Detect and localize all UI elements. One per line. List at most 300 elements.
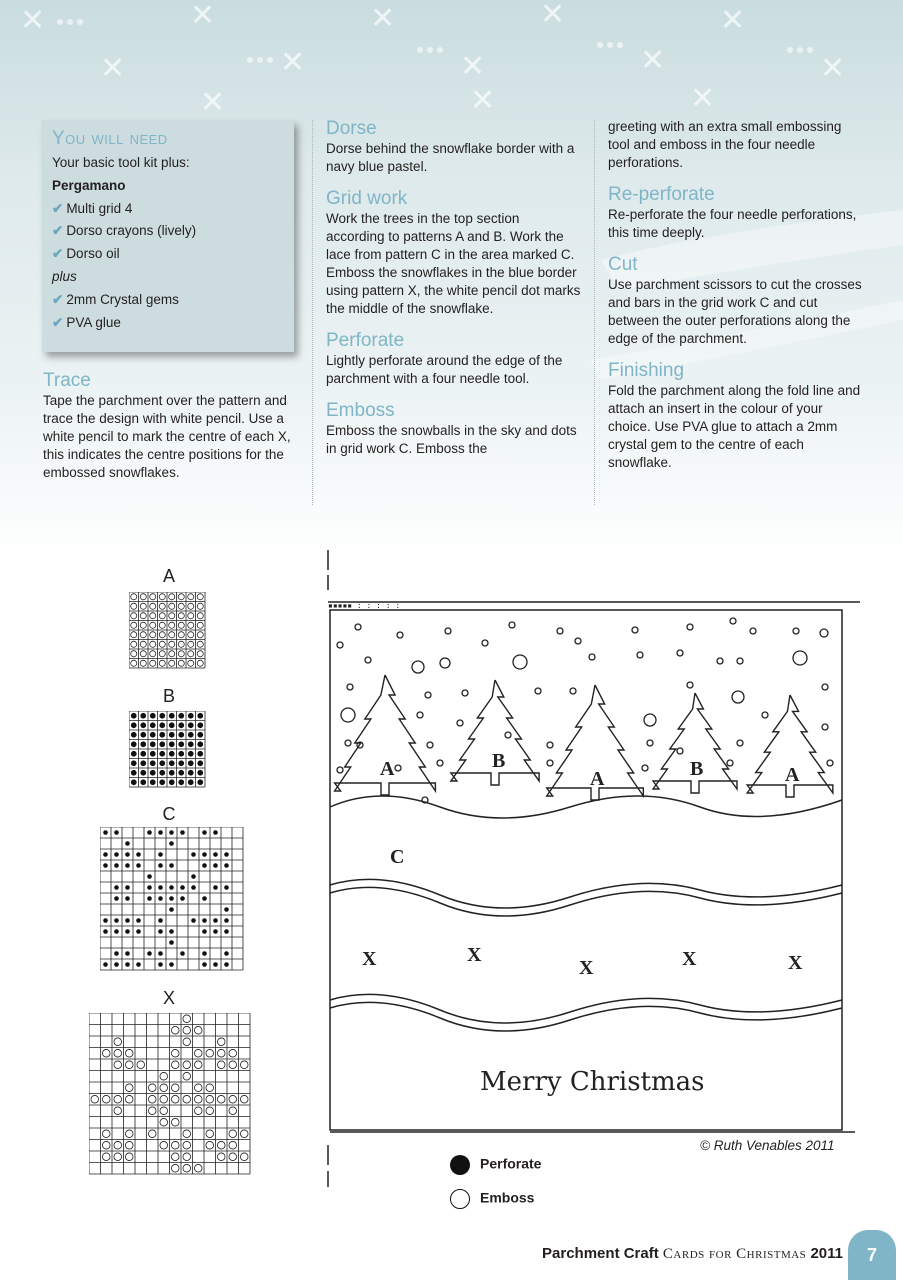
checkmark-icon: ✔ xyxy=(52,200,64,216)
emboss-dot xyxy=(169,641,175,647)
brand-name: Pergamano xyxy=(52,177,126,193)
emboss-dot xyxy=(159,632,165,638)
emboss-dot xyxy=(229,1153,237,1161)
emboss-dot xyxy=(125,1095,133,1103)
perforate-dot xyxy=(188,722,194,728)
emboss-dot xyxy=(169,632,175,638)
list-item: ✔ Multi grid 4 xyxy=(52,200,133,216)
perforate-dot xyxy=(125,852,130,857)
dorse-body: Dorse behind the snowflake border with a navy blue pastel. xyxy=(326,141,575,174)
emboss-dot xyxy=(194,1084,202,1092)
emboss-dot xyxy=(178,632,184,638)
emboss-dot xyxy=(114,1049,122,1057)
cut-heading: Cut xyxy=(608,254,638,275)
perforate-dot xyxy=(147,885,152,890)
perforate-dot xyxy=(197,751,203,757)
trace-body: Tape the parchment over the pattern and trace the design with white pencil. Use a white pencil to mark the centre of each X, this indicates the centre positions for the embossed snowflakes. xyxy=(43,393,291,480)
emboss-dot xyxy=(150,622,156,628)
emboss-dot xyxy=(188,594,194,600)
emboss-dot xyxy=(188,603,194,609)
perforate-dot xyxy=(150,713,156,719)
perforate-dot xyxy=(188,760,194,766)
perforate-dot xyxy=(169,885,174,890)
tree-label: A xyxy=(380,758,395,780)
emboss-dot xyxy=(140,622,146,628)
emboss-dot xyxy=(197,632,203,638)
perforate-dot xyxy=(178,751,184,757)
emboss-dot xyxy=(217,1038,225,1046)
perforate-dot xyxy=(150,741,156,747)
perforate-dot xyxy=(125,962,130,967)
emboss-dot xyxy=(169,603,175,609)
emboss-dot xyxy=(183,1026,191,1034)
perforate-dot xyxy=(169,722,175,728)
emboss-dot xyxy=(240,1153,248,1161)
emboss-continued: greeting with an extra small embossing tool and emboss in the four needle perforations. xyxy=(608,119,842,170)
perforate-dot xyxy=(169,760,175,766)
emboss-dot xyxy=(171,1049,179,1057)
perforate-dot xyxy=(131,741,137,747)
emboss-dot xyxy=(102,1153,110,1161)
perforate-dot xyxy=(180,885,185,890)
emboss-dot xyxy=(140,613,146,619)
emboss-dot xyxy=(197,613,203,619)
emboss-dot xyxy=(160,1084,168,1092)
emboss-dot xyxy=(131,632,137,638)
perforate-dot xyxy=(150,770,156,776)
footer xyxy=(542,1245,843,1263)
perforate-dot xyxy=(158,863,163,868)
filled-circle-icon xyxy=(450,1155,470,1175)
emboss-dot xyxy=(229,1107,237,1115)
emboss-dot xyxy=(140,632,146,638)
svg-text:✕: ✕ xyxy=(370,1,396,36)
svg-text:✕: ✕ xyxy=(100,51,126,86)
grid-work-heading: Grid work xyxy=(326,188,408,209)
emboss-dot xyxy=(178,660,184,666)
perforate-dot xyxy=(224,929,229,934)
perforate-dot xyxy=(202,896,207,901)
emboss-dot xyxy=(169,594,175,600)
grid-work-body: Work the trees in the top section according to patterns A and B. Work the lace from pattern C in the area marked C. Emboss the snowflakes in the blue border using pattern X, the white pencil dot marks the middle of the snowflake. xyxy=(326,211,581,316)
emboss-dot xyxy=(197,622,203,628)
column-divider xyxy=(594,120,595,505)
emboss-dot xyxy=(217,1153,225,1161)
open-circle-icon xyxy=(450,1189,470,1209)
emboss-dot xyxy=(229,1049,237,1057)
finishing-body: Fold the parchment along the fold line and attach an insert in the colour of your choice. Use PVA glue to attach a 2mm crystal gem to the centre of each snowflake. xyxy=(608,383,861,470)
emboss-dot xyxy=(148,1130,156,1138)
emboss-dot xyxy=(171,1153,179,1161)
emboss-dot xyxy=(194,1107,202,1115)
perforate-dot xyxy=(159,741,165,747)
legend-perforate: Perforate xyxy=(450,1155,541,1175)
perforate-dot xyxy=(178,760,184,766)
legend-emboss: Emboss xyxy=(450,1189,534,1209)
emboss-dot xyxy=(178,641,184,647)
perforate-dot xyxy=(136,929,141,934)
emboss-dot xyxy=(183,1141,191,1149)
lace-label: C xyxy=(390,846,405,868)
magazine-name: Parchment Craft xyxy=(542,1245,659,1262)
emboss-dot xyxy=(160,1072,168,1080)
emboss-dot xyxy=(114,1107,122,1115)
perforate-dot xyxy=(213,962,218,967)
perforate-dot xyxy=(169,741,175,747)
checkmark-icon: ✔ xyxy=(52,291,64,307)
emboss-dot xyxy=(229,1095,237,1103)
list-item: ✔ PVA glue xyxy=(52,314,121,330)
perforate-dot xyxy=(224,885,229,890)
emboss-dot xyxy=(183,1095,191,1103)
emboss-dot xyxy=(217,1095,225,1103)
perforate-dot xyxy=(202,951,207,956)
emboss-dot xyxy=(114,1141,122,1149)
perforate-dot xyxy=(158,885,163,890)
emboss-dot xyxy=(150,660,156,666)
perforate-dot xyxy=(159,732,165,738)
emboss-dot xyxy=(183,1015,191,1023)
emboss-dot xyxy=(194,1095,202,1103)
reperforate-body: Re-perforate the four needle perforations, this time deeply. xyxy=(608,207,857,240)
perforate-dot xyxy=(159,751,165,757)
reperforate-heading: Re-perforate xyxy=(608,184,715,205)
trace-heading: Trace xyxy=(43,370,91,391)
emboss-dot xyxy=(217,1049,225,1057)
perforate-dot xyxy=(158,830,163,835)
emboss-dot xyxy=(114,1038,122,1046)
emboss-dot xyxy=(229,1141,237,1149)
emboss-dot xyxy=(197,660,203,666)
emboss-dot xyxy=(194,1026,202,1034)
snowflake-label: X xyxy=(362,948,377,970)
emboss-dot xyxy=(169,622,175,628)
perforate-dot xyxy=(178,779,184,785)
emboss-dot xyxy=(131,613,137,619)
emboss-dot xyxy=(159,651,165,657)
pattern-a-grid xyxy=(129,592,211,670)
perforate-dot xyxy=(213,863,218,868)
perforate-dot xyxy=(114,885,119,890)
perforate-body: Lightly perforate around the edge of the parchment with a four needle tool. xyxy=(326,353,563,386)
perforate-dot xyxy=(114,918,119,923)
pattern-a-label: A xyxy=(162,566,175,586)
emboss-dot xyxy=(171,1061,179,1069)
perforate-dot xyxy=(202,962,207,967)
emboss-dot xyxy=(188,632,194,638)
emboss-dot xyxy=(160,1107,168,1115)
emboss-dot xyxy=(178,613,184,619)
svg-text:✕: ✕ xyxy=(460,49,486,84)
perforate-dot xyxy=(169,830,174,835)
perforate-dot xyxy=(224,852,229,857)
snowflake-label: X xyxy=(579,957,594,979)
emboss-dot xyxy=(206,1049,214,1057)
perforate-dot xyxy=(224,863,229,868)
perforate-dot xyxy=(158,929,163,934)
svg-text:✕: ✕ xyxy=(280,45,306,80)
perforate-dot xyxy=(140,741,146,747)
emboss-dot xyxy=(150,641,156,647)
perforate-dot xyxy=(159,760,165,766)
emboss-dot xyxy=(206,1141,214,1149)
emboss-dot xyxy=(188,641,194,647)
perforate-dot xyxy=(224,962,229,967)
emboss-dot xyxy=(171,1095,179,1103)
emboss-dot xyxy=(183,1061,191,1069)
emboss-dot xyxy=(206,1084,214,1092)
svg-text:✕: ✕ xyxy=(540,0,566,32)
perforate-dot xyxy=(213,929,218,934)
perforate-dot xyxy=(131,770,137,776)
list-item: ✔ 2mm Crystal gems xyxy=(52,291,179,307)
perforate-dot xyxy=(158,918,163,923)
emboss-dot xyxy=(91,1095,99,1103)
perforate-dot xyxy=(131,760,137,766)
emboss-dot xyxy=(150,651,156,657)
perforate-dot xyxy=(178,713,184,719)
emboss-dot xyxy=(160,1118,168,1126)
tree-label: A xyxy=(785,764,800,786)
emboss-dot xyxy=(197,641,203,647)
emboss-dot xyxy=(178,651,184,657)
perforate-dot xyxy=(140,779,146,785)
emboss-dot xyxy=(194,1164,202,1172)
perforate-dot xyxy=(125,841,130,846)
tree-label: B xyxy=(492,750,506,772)
perforate-dot xyxy=(114,830,119,835)
emboss-dot xyxy=(102,1141,110,1149)
emboss-dot xyxy=(102,1130,110,1138)
pattern-b-label: B xyxy=(162,686,175,706)
perforate-dot xyxy=(159,779,165,785)
perforate-dot xyxy=(169,751,175,757)
perforate-dot xyxy=(136,918,141,923)
perforate-dot xyxy=(131,779,137,785)
emboss-dot xyxy=(188,622,194,628)
emboss-dot xyxy=(183,1072,191,1080)
emboss-dot xyxy=(194,1061,202,1069)
svg-text:✕: ✕ xyxy=(690,81,716,116)
emboss-dot xyxy=(102,1095,110,1103)
tree-label: B xyxy=(690,758,704,780)
perforate-dot xyxy=(169,929,174,934)
perforate-dot xyxy=(147,896,152,901)
emboss-dot xyxy=(125,1130,133,1138)
perforate-dot xyxy=(131,722,137,728)
perforate-dot xyxy=(169,713,175,719)
emboss-dot xyxy=(169,651,175,657)
perforate-dot xyxy=(114,929,119,934)
perforate-dot xyxy=(103,830,108,835)
perforate-dot xyxy=(202,852,207,857)
emboss-dot xyxy=(159,594,165,600)
emboss-dot xyxy=(131,660,137,666)
emboss-dot xyxy=(217,1061,225,1069)
perforate-dot xyxy=(202,929,207,934)
perforate-dot xyxy=(103,852,108,857)
perforate-dot xyxy=(169,770,175,776)
emboss-dot xyxy=(150,632,156,638)
perforate-dot xyxy=(180,951,185,956)
emboss-dot xyxy=(178,622,184,628)
pattern-c-grid xyxy=(100,827,244,971)
emboss-dot xyxy=(131,603,137,609)
pattern-x-label: X xyxy=(162,988,175,1008)
snowflake-label: X xyxy=(467,944,482,966)
emboss-dot xyxy=(131,641,137,647)
perforate-dot xyxy=(169,896,174,901)
perforate-dot xyxy=(136,852,141,857)
perforate-dot xyxy=(147,874,152,879)
perforate-dot xyxy=(169,841,174,846)
checkmark-icon: ✔ xyxy=(52,246,64,262)
perforate-dot xyxy=(131,732,137,738)
emboss-dot xyxy=(188,613,194,619)
perforate-dot xyxy=(169,962,174,967)
perforate-dot xyxy=(178,722,184,728)
perforate-dot xyxy=(191,885,196,890)
greeting-text: Merry Christmas xyxy=(480,1067,705,1097)
perforate-dot xyxy=(159,722,165,728)
card-design xyxy=(320,545,865,1195)
perforate-dot xyxy=(114,896,119,901)
perforate-dot xyxy=(202,918,207,923)
perforate-dot xyxy=(188,713,194,719)
emboss-dot xyxy=(194,1049,202,1057)
emboss-dot xyxy=(148,1095,156,1103)
emboss-dot xyxy=(188,651,194,657)
perforate-dot xyxy=(114,852,119,857)
column-divider xyxy=(312,120,313,505)
perforate-dot xyxy=(224,951,229,956)
emboss-dot xyxy=(150,594,156,600)
perforate-dot xyxy=(224,907,229,912)
emboss-dot xyxy=(137,1061,145,1069)
column-2 xyxy=(326,118,581,470)
perforate-dot xyxy=(197,741,203,747)
emboss-dot xyxy=(240,1130,248,1138)
perforate-dot xyxy=(213,852,218,857)
checkmark-icon: ✔ xyxy=(52,223,64,239)
emboss-dot xyxy=(197,651,203,657)
emboss-dot xyxy=(125,1141,133,1149)
svg-text:▪▪▪▪▪ : : : : :: ▪▪▪▪▪ : : : : : xyxy=(328,601,401,610)
perforate-dot xyxy=(114,951,119,956)
emboss-dot xyxy=(140,660,146,666)
svg-text:✕: ✕ xyxy=(720,3,746,38)
emboss-dot xyxy=(171,1118,179,1126)
snowflake-label: X xyxy=(788,952,803,974)
pattern-c-label: C xyxy=(162,804,176,824)
perforate-dot xyxy=(140,751,146,757)
emboss-dot xyxy=(183,1130,191,1138)
plus-label: plus xyxy=(52,268,77,284)
perforate-dot xyxy=(125,918,130,923)
perforate-dot xyxy=(191,852,196,857)
perforate-dot xyxy=(159,713,165,719)
perforate-dot xyxy=(197,779,203,785)
emboss-dot xyxy=(148,1084,156,1092)
emboss-dot xyxy=(197,594,203,600)
pattern-x-grid xyxy=(89,1013,251,1177)
perforate-dot xyxy=(197,770,203,776)
snowflake-label: X xyxy=(682,948,697,970)
emboss-dot xyxy=(150,603,156,609)
perforate-dot xyxy=(131,713,137,719)
emboss-dot xyxy=(229,1130,237,1138)
svg-text:✕: ✕ xyxy=(200,85,226,120)
svg-text:✕: ✕ xyxy=(640,43,666,78)
column-1 xyxy=(43,370,298,494)
perforate-dot xyxy=(191,874,196,879)
perforate-dot xyxy=(125,951,130,956)
you-will-need-box xyxy=(42,120,294,352)
emboss-dot xyxy=(102,1049,110,1057)
emboss-dot xyxy=(171,1084,179,1092)
perforate-dot xyxy=(197,732,203,738)
perforate-dot xyxy=(213,830,218,835)
emboss-dot xyxy=(114,1061,122,1069)
perforate-dot xyxy=(159,770,165,776)
perforate-dot xyxy=(136,962,141,967)
perforate-dot xyxy=(136,863,141,868)
perforate-dot xyxy=(114,962,119,967)
emboss-dot xyxy=(114,1095,122,1103)
svg-text:✕: ✕ xyxy=(20,3,46,38)
perforate-dot xyxy=(147,951,152,956)
perforate-dot xyxy=(188,770,194,776)
emboss-dot xyxy=(125,1084,133,1092)
emboss-dot xyxy=(217,1141,225,1149)
emboss-dot xyxy=(171,1026,179,1034)
perforate-dot xyxy=(197,722,203,728)
svg-text:✕: ✕ xyxy=(190,0,216,33)
emboss-dot xyxy=(160,1095,168,1103)
checkmark-icon: ✔ xyxy=(52,314,64,330)
perforate-dot xyxy=(169,863,174,868)
perforate-dot xyxy=(140,722,146,728)
perforate-dot xyxy=(178,770,184,776)
perforate-dot xyxy=(180,896,185,901)
perforate-dot xyxy=(197,713,203,719)
dorse-heading: Dorse xyxy=(326,118,377,139)
perforate-dot xyxy=(150,779,156,785)
emboss-dot xyxy=(178,603,184,609)
perforate-dot xyxy=(158,951,163,956)
emboss-dot xyxy=(159,622,165,628)
emboss-dot xyxy=(240,1095,248,1103)
perforate-dot xyxy=(147,830,152,835)
perforate-dot xyxy=(188,741,194,747)
emboss-dot xyxy=(159,613,165,619)
emboss-dot xyxy=(240,1061,248,1069)
you-will-need-title: You will need xyxy=(52,128,168,149)
perforate-dot xyxy=(188,779,194,785)
column-3 xyxy=(608,118,863,484)
perforate-dot xyxy=(140,713,146,719)
perforate-dot xyxy=(131,751,137,757)
perforate-dot xyxy=(213,918,218,923)
perforate-dot xyxy=(140,760,146,766)
perforate-dot xyxy=(103,929,108,934)
issue-year: 2011 xyxy=(810,1245,843,1262)
perforate-heading: Perforate xyxy=(326,330,405,351)
emboss-dot xyxy=(125,1049,133,1057)
emboss-dot xyxy=(148,1107,156,1115)
perforate-dot xyxy=(103,918,108,923)
perforate-dot xyxy=(150,751,156,757)
